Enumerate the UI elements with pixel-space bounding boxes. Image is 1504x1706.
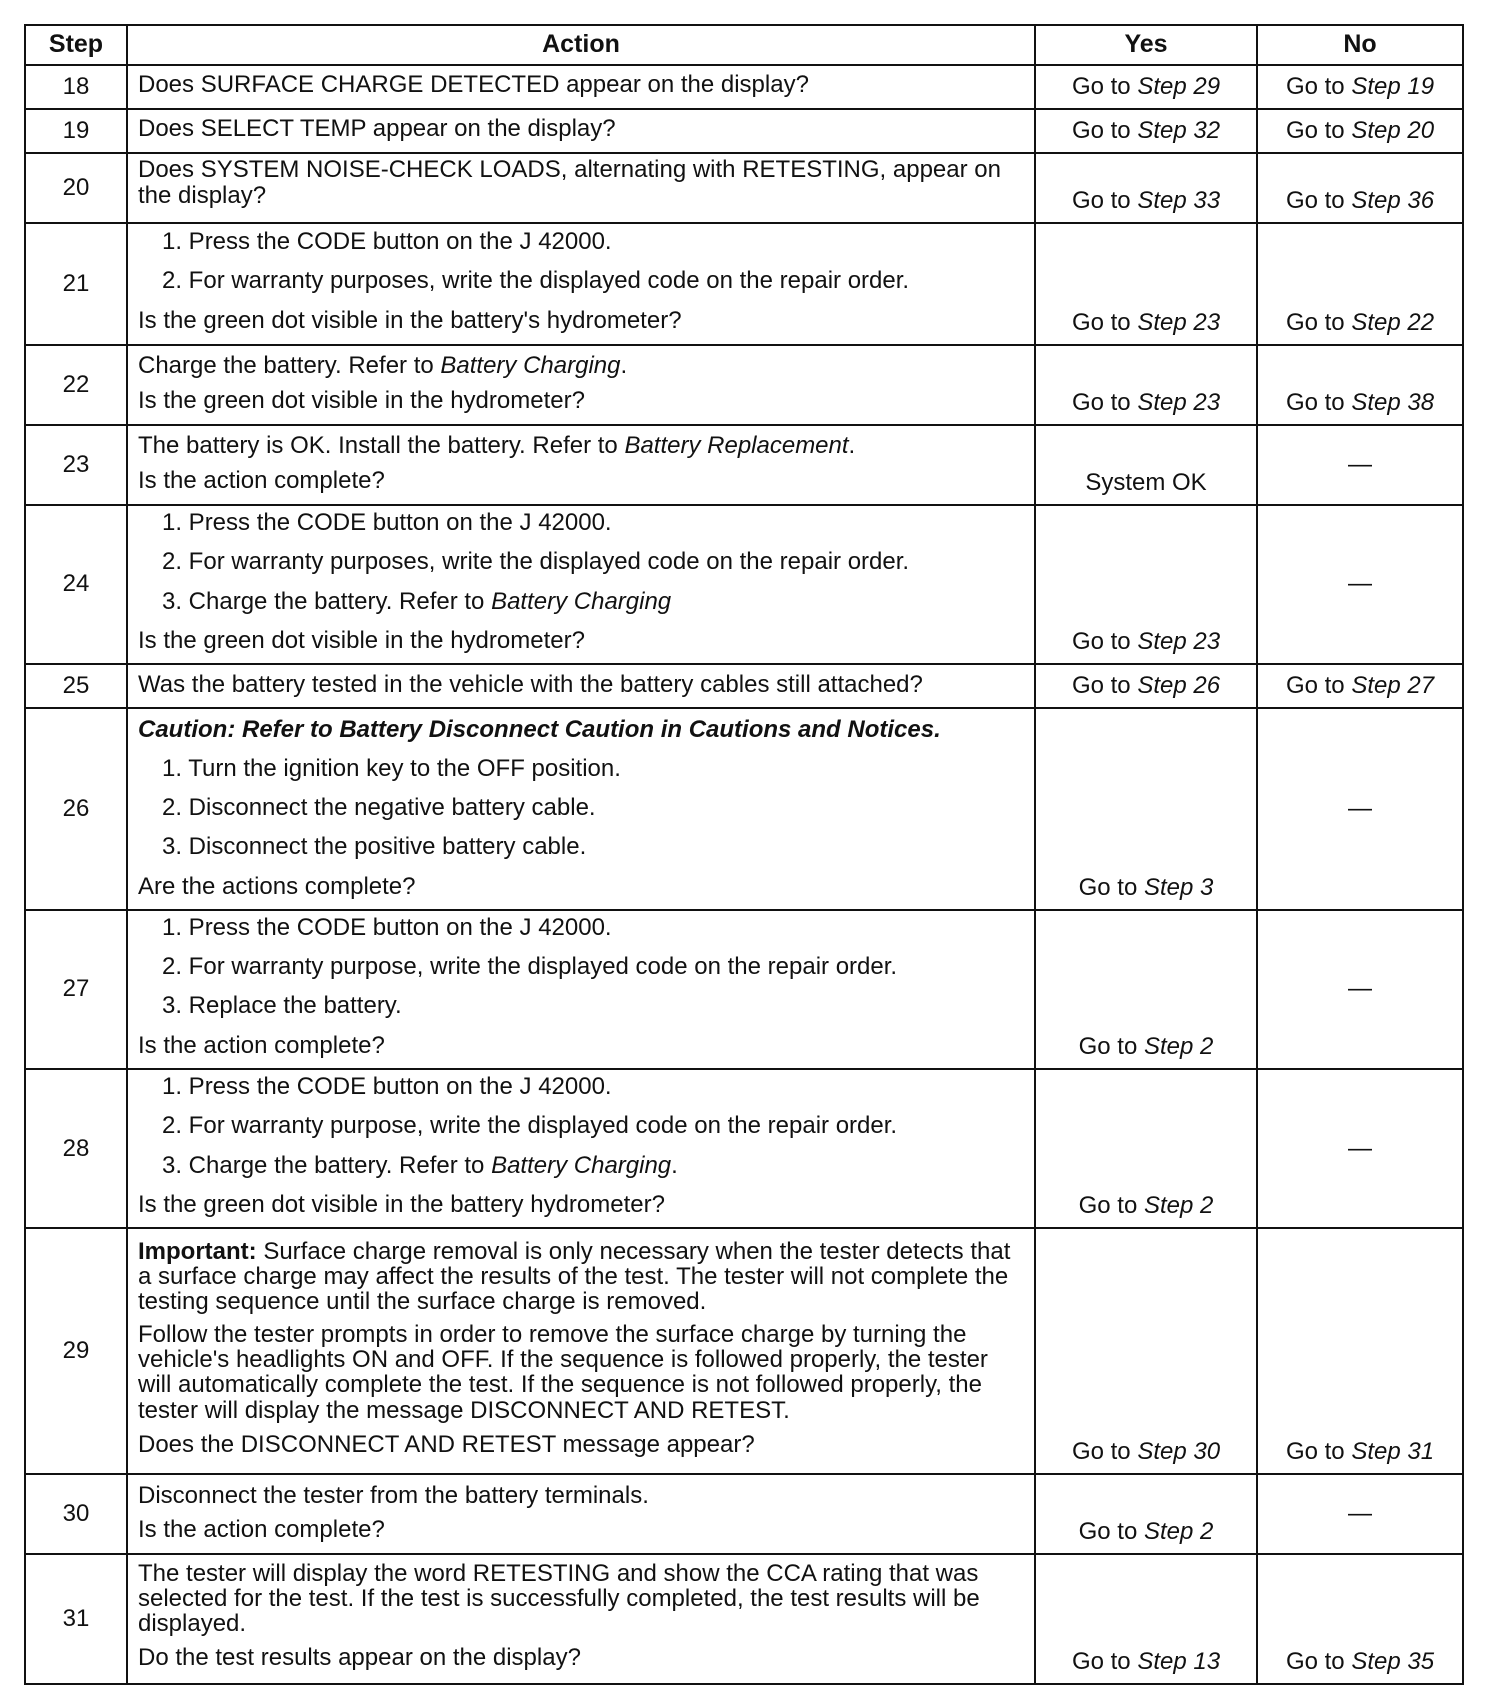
step-ref: Step 38 <box>1351 388 1435 416</box>
table-row-step-18 <box>25 65 1463 109</box>
goto-text: Go to <box>1285 72 1352 100</box>
no-cell <box>1257 345 1463 425</box>
action-question: Is the green dot visible in the battery's hydrometer? <box>138 306 682 334</box>
goto-text: Go to <box>1071 308 1138 336</box>
action-cell <box>127 1474 1035 1554</box>
action-question: Was the battery tested in the vehicle with the battery cables still attached? <box>138 670 923 698</box>
action-cell <box>127 345 1035 425</box>
yes-cell <box>1035 664 1257 708</box>
goto-text: Go to <box>1071 116 1138 144</box>
no-cell-dash: — <box>1257 505 1463 664</box>
list-item: 2. Disconnect the negative battery cable. <box>162 793 596 821</box>
table-row-step-27 <box>25 910 1463 1069</box>
list-item: 3. Disconnect the positive battery cable. <box>162 833 587 861</box>
action-cell <box>127 1069 1035 1228</box>
step-ref: Step 30 <box>1137 1438 1221 1465</box>
goto-text: Go to <box>1071 1648 1138 1675</box>
list-item: 2. For warranty purpose, write the displayed code on the repair order. <box>162 1112 898 1140</box>
step-number: 23 <box>25 425 127 505</box>
goto-text: Go to <box>1078 1192 1144 1219</box>
table-row-step-23 <box>25 425 1463 505</box>
step-number: 22 <box>25 345 127 425</box>
step-ref: Step 23 <box>1137 308 1221 336</box>
step-ref: Step 33 <box>1137 186 1221 214</box>
list-item: 2. For warranty purpose, write the displayed code on the repair order. <box>162 953 898 981</box>
goto-text: Go to <box>1078 1032 1144 1060</box>
action-cell <box>127 1554 1035 1684</box>
goto-text: Go to <box>1285 388 1352 416</box>
table-row-step-24 <box>25 505 1463 664</box>
action-instruction: The battery is OK. Install the battery. Refer to Battery Replacement. <box>138 432 856 460</box>
list-item: 3. Charge the battery. Refer to Battery Charging <box>162 587 672 615</box>
step-ref: Step 29 <box>1137 72 1221 100</box>
yes-cell <box>1035 910 1257 1069</box>
action-instruction: Charge the battery. Refer to Battery Charging. <box>138 352 628 380</box>
step-ref: Step 20 <box>1351 116 1435 144</box>
no-cell <box>1257 1228 1463 1474</box>
step-ref: Step 22 <box>1351 308 1435 336</box>
action-cell <box>127 664 1035 708</box>
goto-text: Go to <box>1071 388 1138 416</box>
yes-cell <box>1035 1069 1257 1228</box>
step-ref: Step 31 <box>1351 1438 1435 1465</box>
action-paragraph: Follow the tester prompts in order to remove the surface charge by turning the vehicle's headlights ON and OFF. If the sequence is followed properly, the tester will automatically complete the test. If the sequence is not followed properly, the tester will display the message DISCONNECT AND RETEST. <box>138 1321 988 1424</box>
goto-text: Go to <box>1071 671 1138 699</box>
no-cell-dash: — <box>1257 425 1463 505</box>
table-row-step-26 <box>25 708 1463 910</box>
goto-text: Go to <box>1285 1438 1352 1465</box>
action-question: Do the test results appear on the display? <box>138 1644 581 1672</box>
action-question: Is the action complete? <box>138 466 385 494</box>
action-cell <box>127 425 1035 505</box>
yes-cell <box>1035 1554 1257 1684</box>
step-number: 26 <box>25 708 127 910</box>
action-instruction: Disconnect the tester from the battery terminals. <box>138 1481 649 1509</box>
list-item: 1. Turn the ignition key to the OFF position. <box>162 754 621 782</box>
action-question: Is the green dot visible in the hydrometer? <box>138 386 585 414</box>
table-row-step-29 <box>25 1228 1463 1474</box>
header-yes: Yes <box>1035 25 1257 65</box>
no-cell-dash: — <box>1257 1474 1463 1554</box>
no-cell <box>1257 109 1463 153</box>
no-cell <box>1257 65 1463 109</box>
step-number: 29 <box>25 1228 127 1474</box>
yes-cell <box>1035 1474 1257 1554</box>
list-item: 1. Press the CODE button on the J 42000. <box>162 509 612 536</box>
step-ref: Step 23 <box>1137 388 1221 416</box>
list-item: 2. For warranty purposes, write the displayed code on the repair order. <box>162 548 910 576</box>
step-ref: Step 23 <box>1137 627 1221 655</box>
goto-text: Go to <box>1078 873 1144 901</box>
header-no: No <box>1257 25 1463 65</box>
goto-text: Go to <box>1285 671 1352 699</box>
list-item: 1. Press the CODE button on the J 42000. <box>162 228 612 256</box>
header-step: Step <box>25 25 127 65</box>
no-cell-dash: — <box>1257 910 1463 1069</box>
table-row-step-20 <box>25 153 1463 223</box>
list-item: 2. For warranty purposes, write the displayed code on the repair order. <box>162 267 910 295</box>
step-number: 30 <box>25 1474 127 1554</box>
yes-cell <box>1035 505 1257 664</box>
no-cell-dash: — <box>1257 708 1463 910</box>
yes-cell <box>1035 153 1257 223</box>
table-header-row <box>25 25 1463 65</box>
goto-text: Go to <box>1285 308 1352 336</box>
step-number: 21 <box>25 223 127 345</box>
caution-note: Caution: Refer to Battery Disconnect Caution in Cautions and Notices. <box>138 716 941 744</box>
step-number: 20 <box>25 153 127 223</box>
action-question: Does SURFACE CHARGE DETECTED appear on the display? <box>138 71 809 99</box>
action-cell <box>127 708 1035 910</box>
goto-text: Go to <box>1285 186 1352 214</box>
step-number: 27 <box>25 910 127 1069</box>
action-question: Is the action complete? <box>138 1031 385 1059</box>
reference-link: Battery Replacement <box>624 432 849 460</box>
step-number: 24 <box>25 505 127 664</box>
step-ref: Step 2 <box>1143 1518 1214 1545</box>
step-ref: Step 36 <box>1351 186 1435 214</box>
yes-cell <box>1035 345 1257 425</box>
action-question: Is the green dot visible in the battery hydrometer? <box>138 1191 665 1218</box>
step-ref: Step 2 <box>1143 1032 1214 1060</box>
no-cell <box>1257 223 1463 345</box>
action-cell <box>127 1228 1035 1474</box>
table-row-step-30 <box>25 1474 1463 1554</box>
yes-cell <box>1035 223 1257 345</box>
yes-cell <box>1035 109 1257 153</box>
list-item: 3. Charge the battery. Refer to Battery Charging. <box>162 1151 678 1179</box>
yes-cell <box>1035 708 1257 910</box>
no-cell <box>1257 1554 1463 1684</box>
reference-link: Battery Charging <box>491 1151 672 1179</box>
table-row-step-19 <box>25 109 1463 153</box>
action-question: Does SELECT TEMP appear on the display? <box>138 115 616 143</box>
step-number: 18 <box>25 65 127 109</box>
reference-link: Battery Charging <box>491 587 672 615</box>
list-item: 3. Replace the battery. <box>162 992 402 1020</box>
action-question: Are the actions complete? <box>138 872 416 900</box>
action-cell <box>127 505 1035 664</box>
goto-text: Go to <box>1285 116 1352 144</box>
action-question: Is the green dot visible in the hydrometer? <box>138 626 585 654</box>
goto-text: Go to <box>1071 72 1138 100</box>
action-question: Does the DISCONNECT AND RETEST message appear? <box>138 1430 755 1458</box>
action-cell <box>127 65 1035 109</box>
action-question: Is the action complete? <box>138 1515 385 1543</box>
header-action: Action <box>127 25 1035 65</box>
action-cell <box>127 153 1035 223</box>
action-paragraph: The tester will display the word RETESTING and show the CCA rating that was selected for the test. If the test is successfully completed, the test results will be displayed. <box>138 1559 980 1638</box>
important-note: Important: Surface charge removal is only necessary when the tester detects that a surface charge may affect the results of the test. The tester will not complete the testing sequence until the surface charge is removed. <box>138 1237 1011 1315</box>
step-ref: Step 3 <box>1143 873 1214 901</box>
yes-cell <box>1035 1228 1257 1474</box>
action-cell <box>127 109 1035 153</box>
goto-text: Go to <box>1071 186 1138 214</box>
table-row-step-25 <box>25 664 1463 708</box>
table-row-step-31 <box>25 1554 1463 1684</box>
step-ref: Step 19 <box>1351 72 1435 100</box>
step-ref: Step 26 <box>1137 671 1221 699</box>
important-label: Important: <box>138 1237 257 1265</box>
step-ref: Step 32 <box>1137 116 1221 144</box>
step-ref: Step 2 <box>1143 1192 1214 1219</box>
action-cell <box>127 223 1035 345</box>
no-cell-dash: — <box>1257 1069 1463 1228</box>
no-cell <box>1257 153 1463 223</box>
list-item: 1. Press the CODE button on the J 42000. <box>162 1073 612 1101</box>
table-row-step-22 <box>25 345 1463 425</box>
step-ref: Step 35 <box>1351 1648 1435 1675</box>
step-number: 19 <box>25 109 127 153</box>
no-cell <box>1257 664 1463 708</box>
reference-link: Battery Charging <box>440 352 621 380</box>
action-question: Does SYSTEM NOISE-CHECK LOADS, alternating with RETESTING, appear on the display? <box>138 156 1001 209</box>
yes-cell <box>1035 65 1257 109</box>
goto-text: Go to <box>1078 1518 1144 1545</box>
table-row-step-21 <box>25 223 1463 345</box>
step-number: 25 <box>25 664 127 708</box>
goto-text: Go to <box>1285 1648 1352 1675</box>
diagnostic-steps-table <box>24 24 1464 1685</box>
table-row-step-28 <box>25 1069 1463 1228</box>
list-item: 1. Press the CODE button on the J 42000. <box>162 913 612 941</box>
goto-text: Go to <box>1071 627 1138 655</box>
step-number: 28 <box>25 1069 127 1228</box>
step-ref: Step 27 <box>1351 671 1435 699</box>
action-cell <box>127 910 1035 1069</box>
yes-cell: System OK <box>1035 425 1257 505</box>
step-ref: Step 13 <box>1137 1648 1221 1675</box>
goto-text: Go to <box>1071 1438 1138 1465</box>
step-number: 31 <box>25 1554 127 1684</box>
